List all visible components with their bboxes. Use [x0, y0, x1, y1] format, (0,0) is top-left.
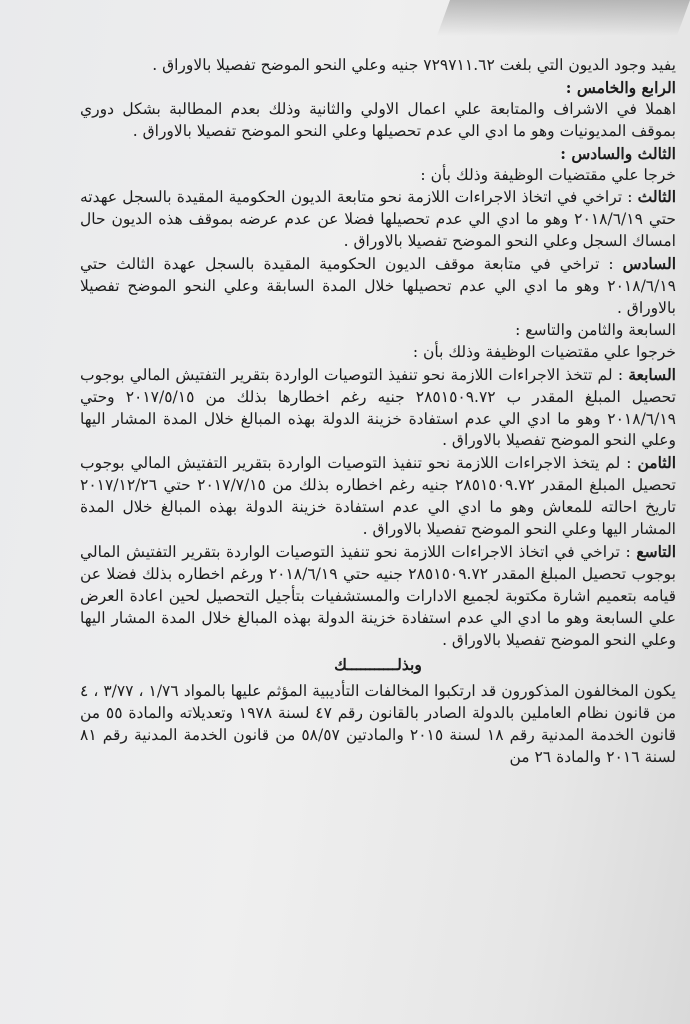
seventh-eighth-ninth-intro: خرجوا علي مقتضيات الوظيفة وذلك بأن : [412, 342, 676, 361]
document-body [80, 55, 676, 769]
eighth-paragraph [80, 452, 676, 541]
heading-seventh-eighth-ninth: السابعة والثامن والتاسع : [515, 320, 676, 339]
ninth-paragraph [80, 541, 676, 652]
third-paragraph [80, 186, 676, 253]
eighth-label: الثامن [637, 453, 676, 473]
sixth-label: السادس [622, 254, 676, 274]
debt-total-paragraph: يفيد وجود الديون التي بلغت ٧٢٩٧١١.٦٢ جنيه وعلي النحو الموضح تفصيلا بالاوراق . [152, 56, 676, 74]
third-text: : تراخي في اتخاذ الاجراءات اللازمة نحو متابعة الديون الحكومية المقيدة بالسجل عهدته حتي ٢٠١٨/٦/١٩ وهو ما ادي الي عدم تحصيلها فضلا عن عدم عرضه بموقف هذه الديون حال امساك السجل وعلي النحو الموضح تفصيلا بالاوراق . [80, 188, 676, 251]
page-fold-shadow [437, 0, 690, 36]
ninth-label: التاسع [636, 541, 676, 561]
closing-heading: وبذلـــــــــــك [334, 655, 422, 675]
fourth-fifth-paragraph: اهملا في الاشراف والمتابعة علي اعمال الاولي والثانية وذلك بعدم المطالبة بشكل دوري بموقف المديونيات وهو ما ادي الي عدم تحصيلها وعلي النحو الموضح تفصيلا بالاوراق . [80, 99, 676, 140]
seventh-text: : لم تتخذ الاجراءات اللازمة نحو تنفيذ التوصيات الواردة بتقرير التفتيش المالي بوجوب تحصيل المبلغ المقدر ب ٢٨٥١٥٠٩.٧٢ جنيه رغم اخطارها بذلك من ٢٠١٧/٥/١٥ وحتي ٢٠١٨/٦/١٩ وهو ما ادي الي عدم استفادة خزينة الدولة بهذه المبالغ خلال المدة المشار اليها وعلي النحو الموضح تفصيلا بالاوراق . [80, 365, 676, 450]
third-label: الثالث [637, 187, 676, 207]
sixth-paragraph [80, 253, 676, 320]
sixth-text: : تراخي في متابعة موقف الديون الحكومية المقيدة بالسجل عهدة الثالث حتي ٢٠١٨/٦/١٩ وهو ما ادي الي عدم تحصيلها خلال المدة السابقة وعلي النحو الموضح تفصيلا بالاوراق . [80, 255, 676, 317]
heading-third-sixth: الثالث والسادس : [560, 143, 676, 163]
ninth-text: : تراخي في اتخاذ الاجراءات اللازمة نحو تنفيذ التوصيات الواردة بتقرير التفتيش المالي بوجوب تحصيل المبلغ المقدر ٢٨٥١٥٠٩.٧٢ جنيه حتي ٢٠١٨/٦/١٩ ورغم اخطاره بذلك فضلا عن قيامه بتعميم اشارة مكتوبة لجميع الادارات والمستشفيات بتأجيل التحصيل لحين اعادة العرض علي السابعة وهو ما ادي الي عدم استفادة خزينة الدولة بهذه المبالغ خلال المدة المشار اليها وعلي النحو الموضح تفصيلا بالاوراق . [80, 542, 676, 649]
heading-fourth-fifth: الرابع والخامس : [565, 77, 676, 97]
conclusion-paragraph: يكون المخالفون المذكورون قد ارتكبوا المخالفات التأديبية المؤثم عليها بالمواد ١/٧٦ ، ٣/٧٧ ، ٤ من قانون نظام العاملين بالدولة الصادر بالقانون رقم ٤٧ لسنة ١٩٧٨ وتعديلاته والمادة ٥٥ من قانون الخدمة المدنية رقم ١٨ لسنة ٢٠١٥ والمادتين ٥٨/٥٧ من قانون الخدمة المدنية رقم ٨١ لسنة ٢٠١٦ والمادة ٢٦ من [80, 682, 677, 767]
eighth-text: : لم يتخذ الاجراءات اللازمة نحو تنفيذ التوصيات الواردة بتقرير التفتيش المالي بوجوب تحصيل المبلغ المقدر ٢٨٥١٥٠٩.٧٢ جنيه رغم اخطاره بذلك من ٢٠١٧/٧/١٥ حتي ٢٠١٧/١٢/٢٦ تاريخ احالته للمعاش وهو ما ادي الي عدم استفادة خزينة الدولة بهذه المبالغ خلال المدة المشار اليها وعلي النحو الموضح تفصيلا بالاوراق . [80, 454, 676, 539]
seventh-paragraph [80, 364, 676, 453]
third-sixth-intro: خرجا علي مقتضيات الوظيفة وذلك بأن : [420, 165, 676, 184]
seventh-label: السابعة [628, 364, 676, 384]
